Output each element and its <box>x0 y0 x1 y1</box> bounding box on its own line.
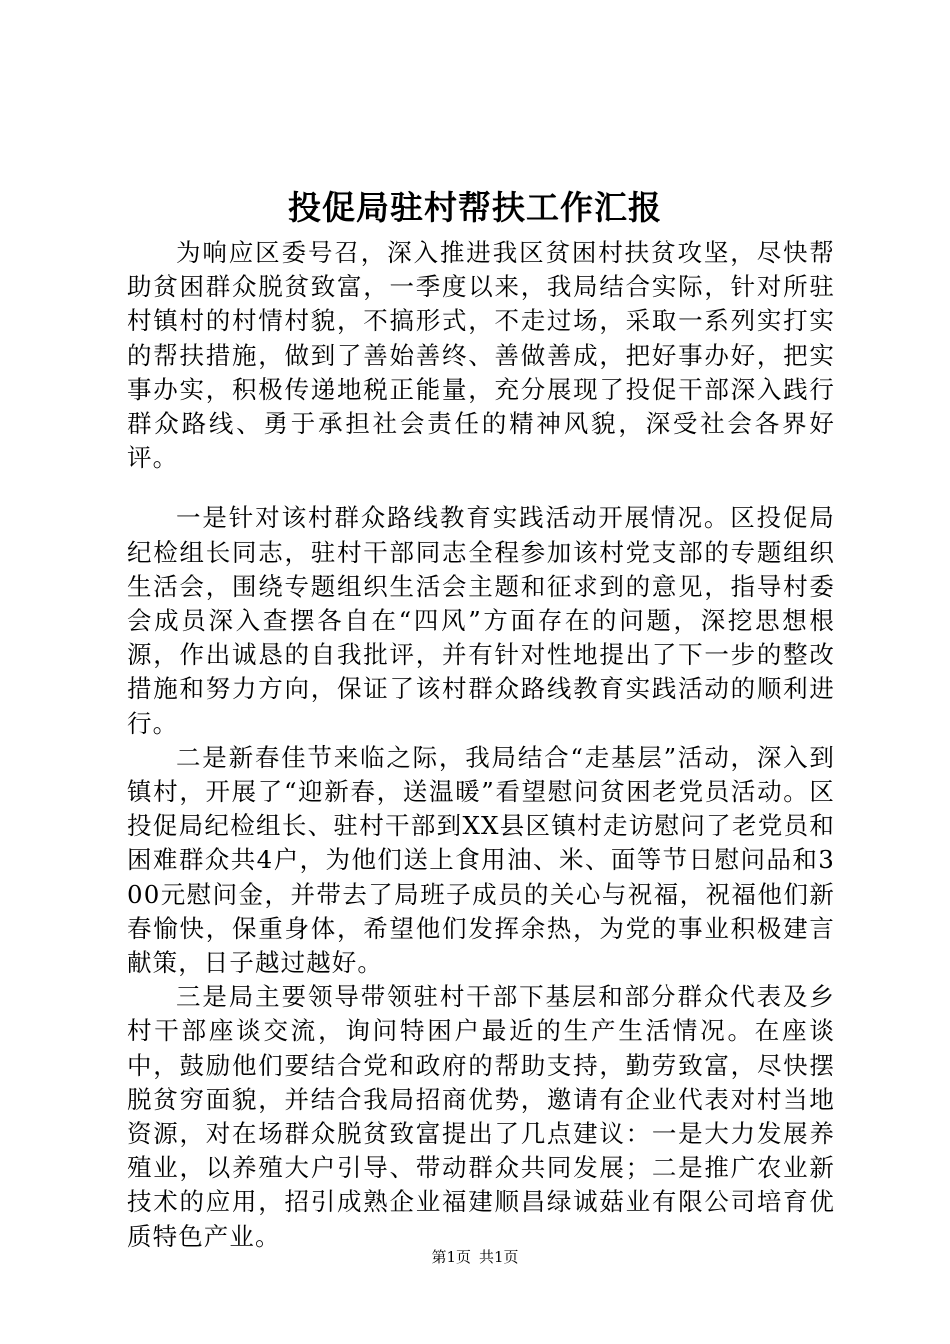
page-total: 共1页 <box>479 1248 519 1266</box>
paragraph-item-one: 一是针对该村群众路线教育实践活动开展情况。区投促局纪检组长同志，驻村干部同志全程参加该村党支部的专题组织生活会，围绕专题组织生活会主题和征求到的意见，指导村委会成员深入查摆各自在“四风”方面存在的问题，深挖思想根源，作出诚恳的自我批评，并有针对性地提出了下一步的整改措施和努力方向，保证了该村群众路线教育实践活动的顺利进行。 <box>127 503 835 738</box>
page-number: 第1页 <box>431 1248 471 1266</box>
page-footer <box>0 1247 950 1267</box>
paragraph-item-two: 二是新春佳节来临之际，我局结合“走基层”活动，深入到镇村，开展了“迎新春，送温暖”看望慰问贫困老党员活动。区投促局纪检组长、驻村干部到XX县区镇村走访慰问了老党员和困难群众共4户，为他们送上食用油、米、面等节日慰问品和300元慰问金，并带去了局班子成员的关心与祝福，祝福他们新春愉快，保重身体，希望他们发挥余热，为党的事业积极建言献策，日子越过越好。 <box>127 742 835 978</box>
paragraph-intro: 为响应区委号召，深入推进我区贫困村扶贫攻坚，尽快帮助贫困群众脱贫致富，一季度以来，我局结合实际，针对所驻村镇村的村情村貌，不搞形式，不走过场，采取一系列实打实的帮扶措施，做到了善始善终、善做善成，把好事办好，把实事办实，积极传递地税正能量，充分展现了投促干部深入践行群众路线、勇于承担社会责任的精神风貌，深受社会各界好评。 <box>127 238 835 473</box>
document-body <box>127 236 835 1254</box>
paragraph-item-three: 三是局主要领导带领驻村干部下基层和部分群众代表及乡村干部座谈交流，询问特困户最近的生产生活情况。在座谈中，鼓励他们要结合党和政府的帮助支持，勤劳致富，尽快摆脱贫穷面貌，并结合我局招商优势，邀请有企业代表对村当地资源，对在场群众脱贫致富提出了几点建议：一是大力发展养殖业，以养殖大户引导、带动群众共同发展；二是推广农业新技术的应用，招引成熟企业福建顺昌绿诚菇业有限公司培育优质特色产业。 <box>127 982 835 1251</box>
document-title: 投促局驻村帮扶工作汇报 <box>288 188 662 227</box>
